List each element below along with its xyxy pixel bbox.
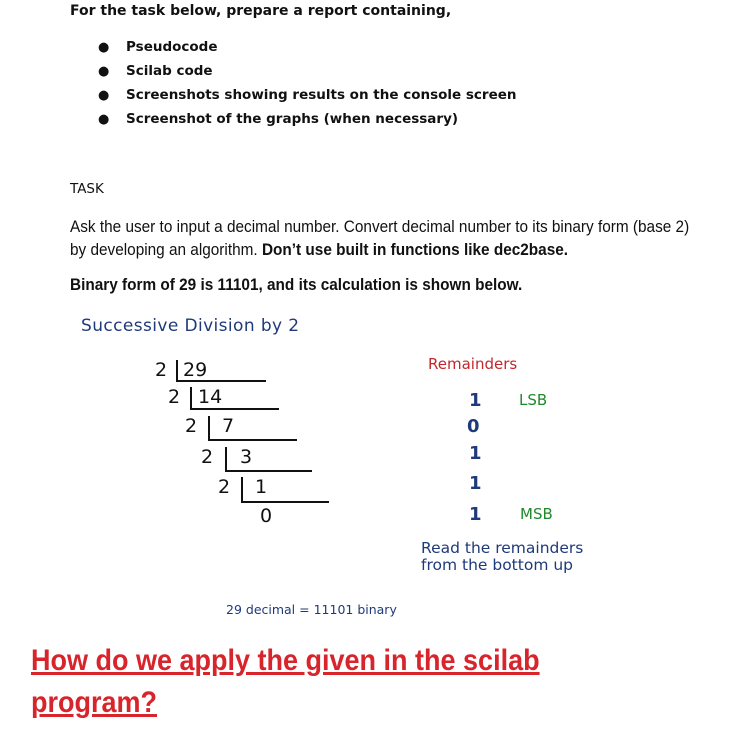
bullet-icon: ● [98,64,110,79]
list-item: ● Screenshots showing results on the console screen [98,85,517,109]
remainder: 1 [469,443,482,464]
final-quotient: 0 [260,505,273,527]
dividend: 3 [240,446,253,468]
remainder: 1 [469,390,482,411]
remainder: 1 [469,504,482,525]
task-description-text: Ask the user to input a decimal number. Convert decimal number to its binary form (base 2) by developing an algorithm. [70,218,690,259]
divisor: 2 [155,359,168,381]
bullet-icon: ● [98,40,110,55]
read-note [421,540,661,574]
dividend: 1 [255,476,268,498]
diagram-title: Successive Division by 2 [81,316,300,336]
msb-label: MSB [520,505,553,523]
remainder: 1 [469,473,482,494]
task-heading: TASK [70,181,104,197]
remainder: 0 [467,416,480,437]
list-item: ● Pseudocode [98,37,517,61]
remainders-heading: Remainders [428,355,518,373]
list-item: ● Screenshot of the graphs (when necessary) [98,109,517,133]
conversion-summary: 29 decimal = 11101 binary [226,602,397,617]
instructions-intro: For the task below, prepare a report containing, [70,3,452,19]
read-note-line: Read the remainders [421,539,584,557]
divisor: 2 [218,476,231,498]
divisor: 2 [185,415,198,437]
list-item: ● Scilab code [98,61,517,85]
bullet-icon: ● [98,88,110,103]
dividend: 29 [183,359,208,381]
lsb-label: LSB [519,391,548,409]
division-bracket [226,447,312,471]
question-heading: How do we apply the given in the scilab program? [31,644,540,719]
divisor: 2 [168,386,181,408]
bullet-icon: ● [98,112,110,127]
read-note-line: from the bottom up [421,556,574,574]
dividend: 7 [222,415,235,437]
divisor: 2 [201,446,214,468]
binary-example-line: Binary form of 29 is 11101, and its calculation is shown below. [70,276,523,294]
task-restriction: Don’t use built in functions like dec2base. [261,241,569,259]
dividend: 14 [198,386,223,408]
